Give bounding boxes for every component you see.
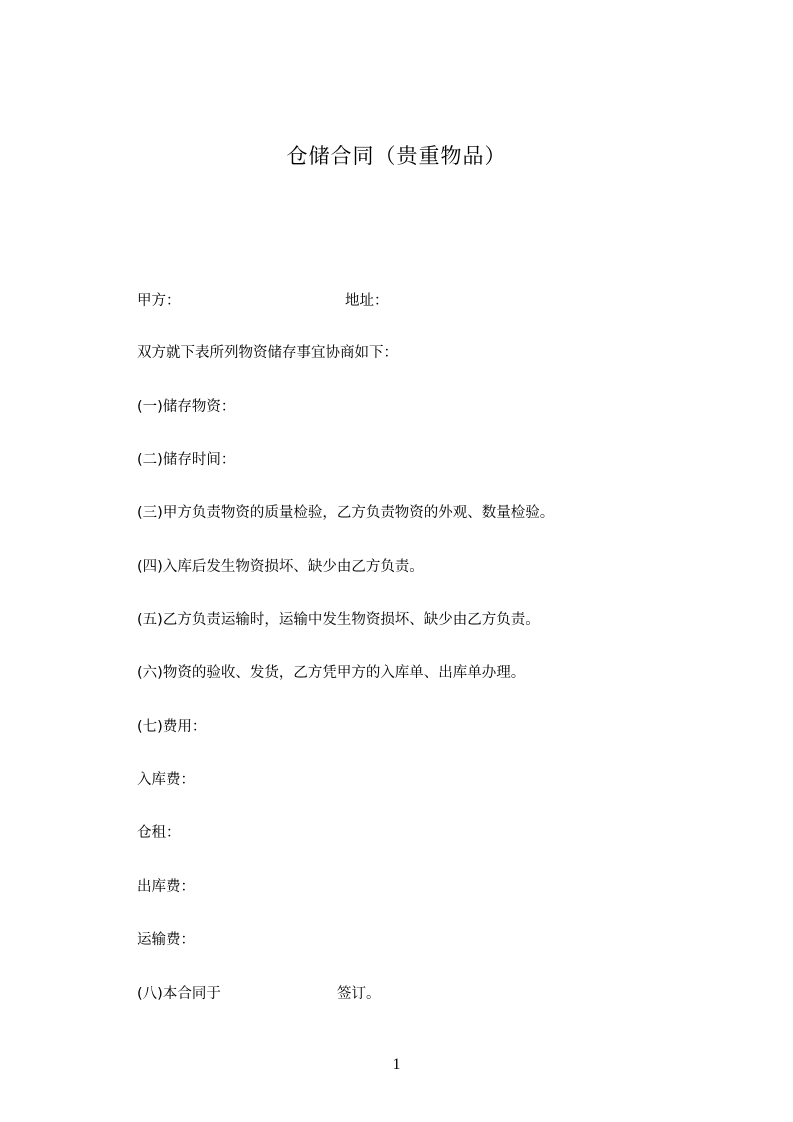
clause-storage-goods: (一)储存物资： [137, 399, 236, 415]
clause-inspection: (三)甲方负责物资的质量检验，乙方负责物资的外观、数量检验。 [137, 505, 555, 521]
party-info-line [137, 291, 389, 311]
clause-acceptance-delivery: (六)物资的验收、发货，乙方凭甲方的入库单、出库单办理。 [137, 665, 526, 681]
signing-prefix: (八)本合同于 [137, 986, 221, 1002]
document-title: 仓储合同（贵重物品） [286, 144, 507, 168]
page-number: 1 [392, 1056, 401, 1073]
fee-outbound: 出库费： [137, 879, 195, 895]
fee-storage-rent: 仓租： [137, 825, 181, 841]
fee-transport: 运输费： [137, 932, 195, 948]
clause-fees: (七)费用： [137, 719, 207, 735]
clause-storage-time: (二)储存时间： [137, 452, 236, 468]
clause-damage-after-storage: (四)入库后发生物资损坏、缺少由乙方负责。 [137, 559, 424, 575]
signing-suffix: 签订。 [337, 986, 381, 1002]
intro-paragraph: 双方就下表所列物资储存事宜协商如下： [137, 345, 398, 361]
party-a-label: 甲方： [137, 293, 181, 309]
address-label: 地址： [345, 293, 389, 309]
fee-inbound: 入库费： [137, 772, 195, 788]
clause-signing [137, 984, 381, 1004]
clause-transport-damage: (五)乙方负责运输时，运输中发生物资损坏、缺少由乙方负责。 [137, 612, 540, 628]
